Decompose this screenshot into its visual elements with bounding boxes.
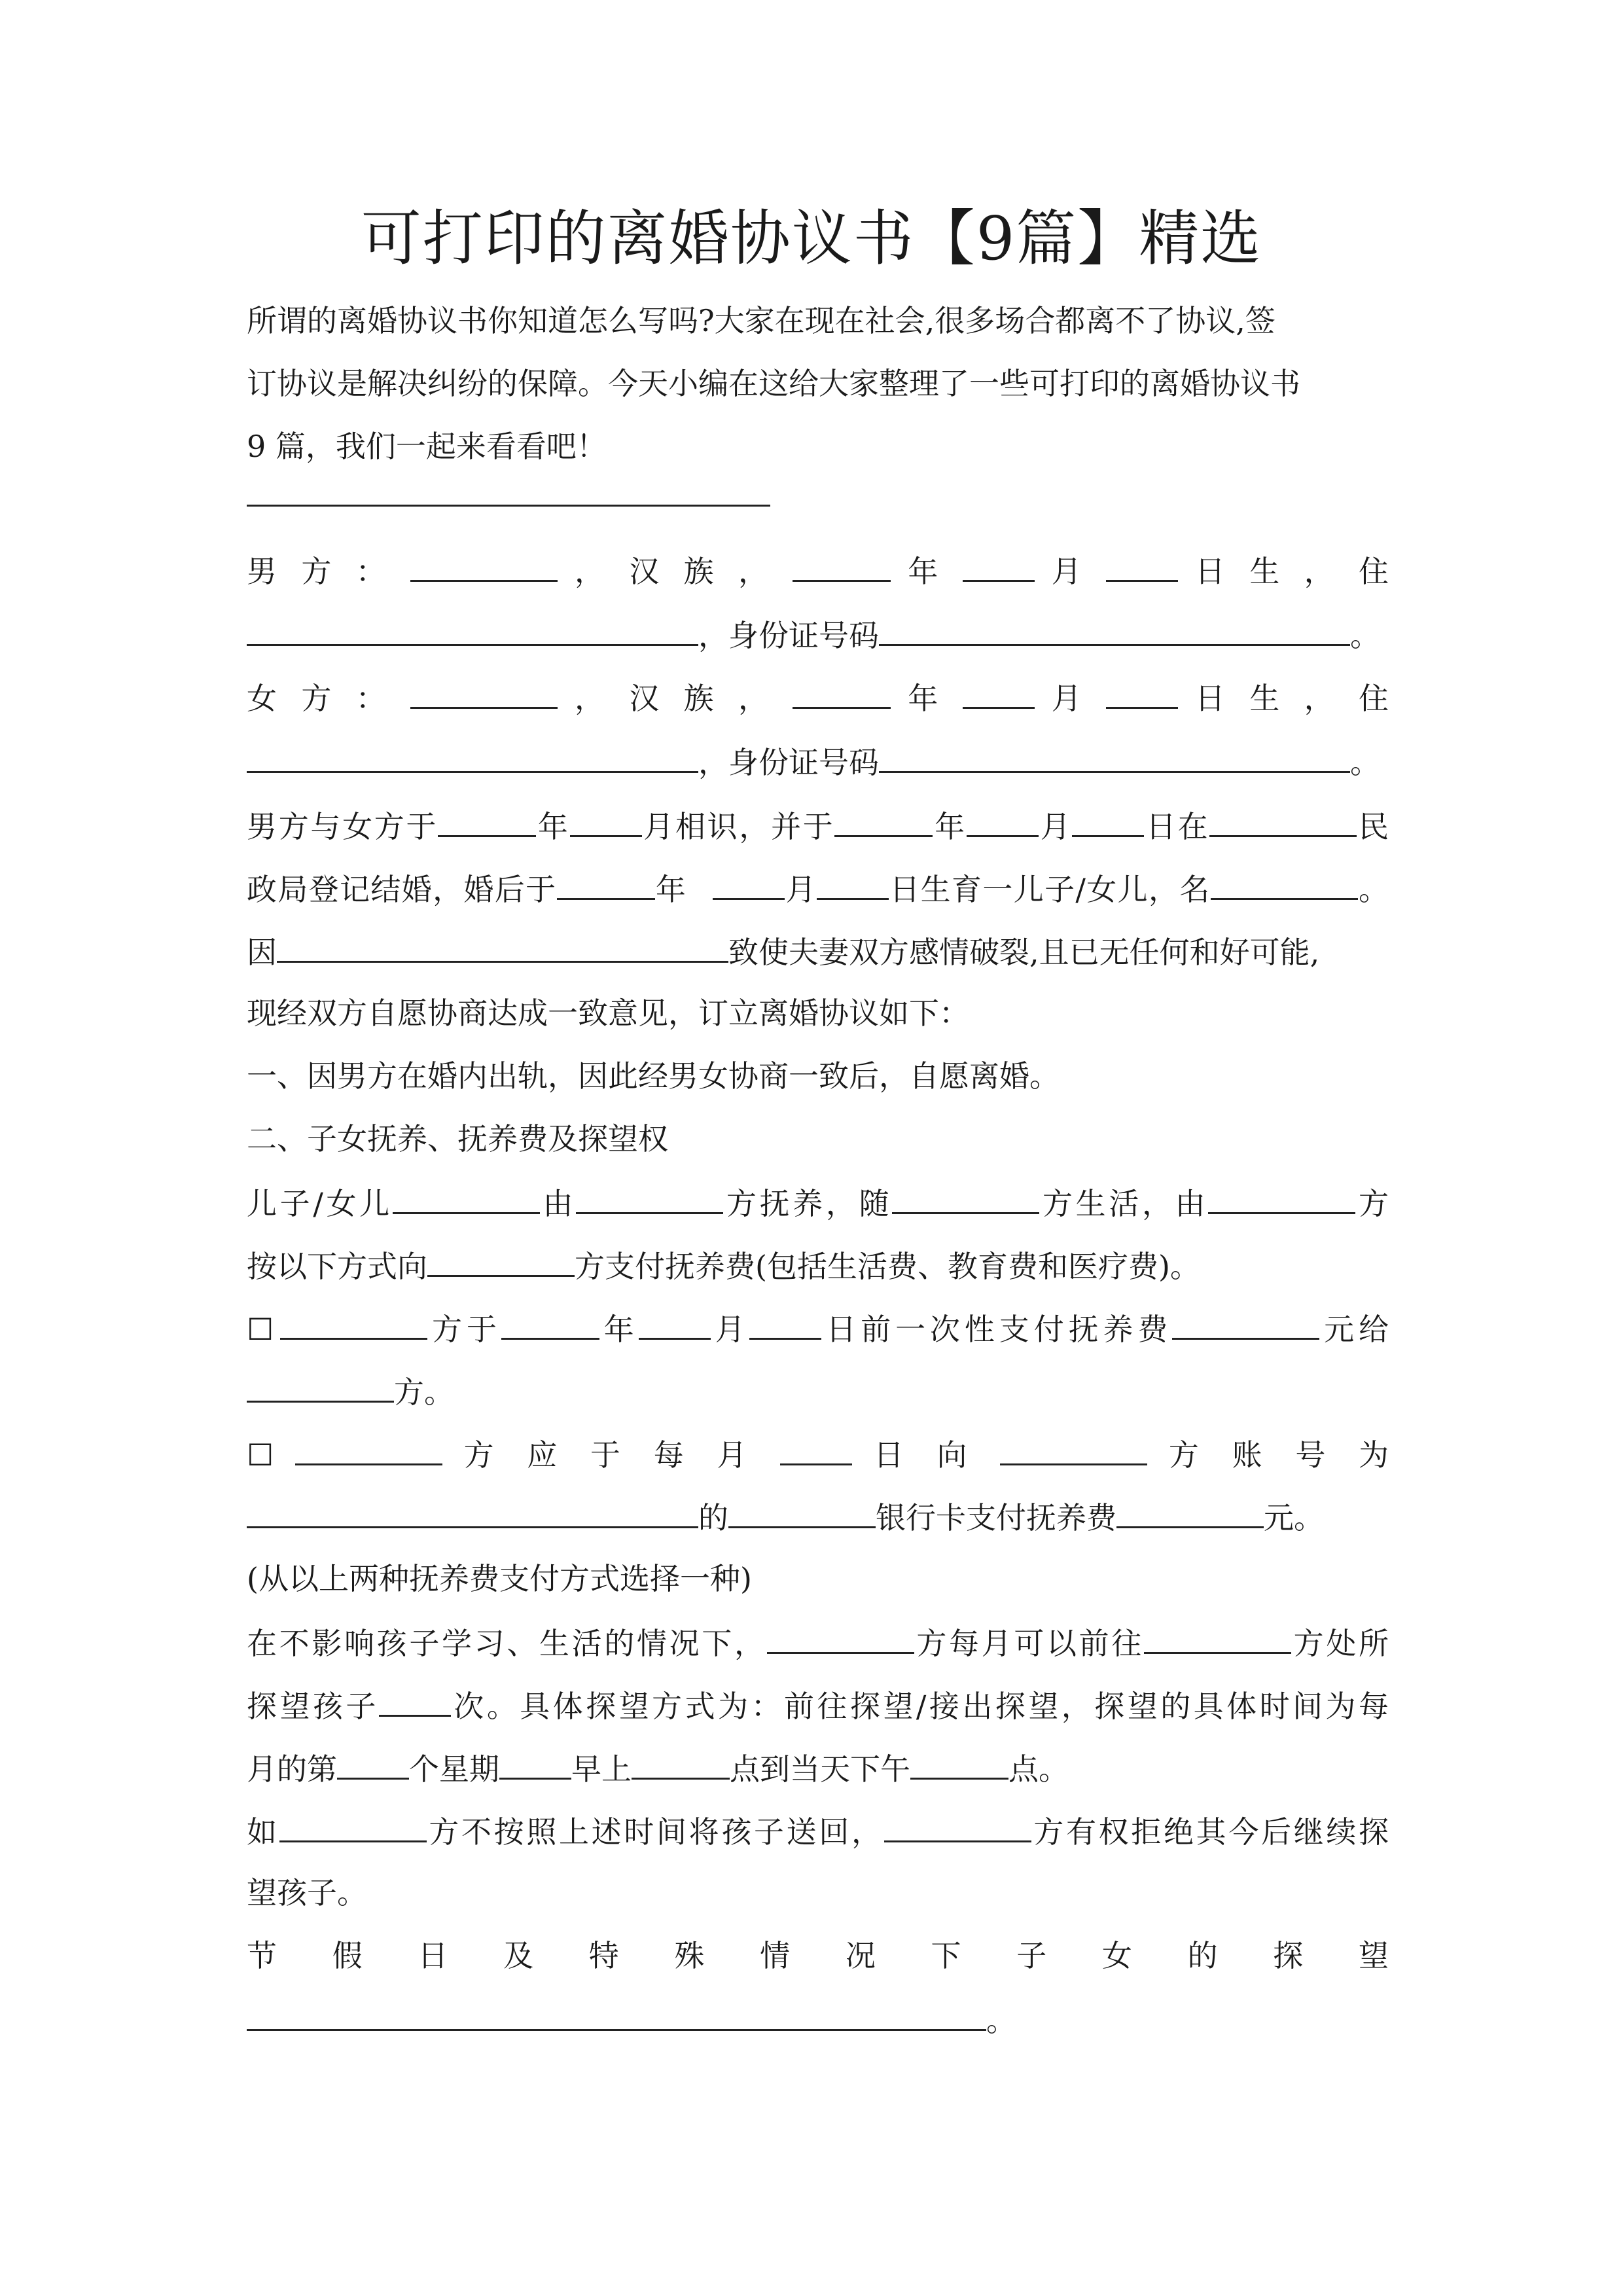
agreement-line: 现经双方自愿协商达成一致意见，订立离婚协议如下： [247, 996, 969, 1031]
visit-line-1 [247, 1622, 1389, 1663]
visit-text: 个星期 [409, 1751, 499, 1787]
day-born-live-label: 日 生 ， 住 [1195, 681, 1389, 716]
female-party-line [247, 677, 1389, 718]
male-birth-day-blank[interactable] [1106, 550, 1178, 582]
custody-text: 方生活，由 [1039, 1186, 1209, 1221]
return-line [247, 1810, 1389, 1852]
female-name-blank[interactable] [410, 677, 558, 709]
cause-text: 致使夫妻双方感情破裂,且已无任何和好可能, [728, 935, 1320, 970]
opt2-amount-blank[interactable] [1116, 1496, 1264, 1528]
ethnicity-text: ， 汉 族 ， [575, 554, 776, 589]
meet-year-blank[interactable] [438, 805, 536, 837]
meeting-line [247, 805, 1389, 846]
male-label: 男 方 ： [247, 554, 394, 589]
visit-start-blank[interactable] [632, 1748, 730, 1780]
opt1-text: 年 [599, 1312, 639, 1347]
intro-line-1: 所谓的离婚协议书你知道怎么写吗?大家在现在社会,很多场合都离不了协议,签 [247, 303, 1275, 338]
option-2-line-2 [247, 1496, 1389, 1537]
payment-text: 方支付抚养费(包括生活费、教育费和医疗费)。 [575, 1249, 1200, 1284]
payer-blank[interactable] [1208, 1182, 1355, 1214]
return-text: 方有权拒绝其今后继续探 [1031, 1814, 1389, 1850]
visit-text: 月的第 [247, 1751, 337, 1787]
custody-text: 儿子/女儿 [247, 1186, 393, 1221]
opt1-payer-blank[interactable] [280, 1308, 427, 1340]
opt1-day-blank[interactable] [749, 1308, 821, 1340]
opt1-amount-blank[interactable] [1172, 1308, 1319, 1340]
visit-text: 方每月可以前往 [914, 1626, 1145, 1661]
reg-text: 。 [1357, 872, 1389, 907]
meet-text: 月 [1038, 809, 1073, 844]
visit-week-blank[interactable] [337, 1748, 409, 1780]
custody-text: 方抚养，随 [723, 1186, 893, 1221]
marry-month-blank[interactable] [967, 805, 1039, 837]
visit-text: 点。 [1008, 1751, 1069, 1787]
meet-text: 年 [536, 809, 570, 844]
id-label: ，身份证号码 [698, 745, 879, 780]
child-blank[interactable] [393, 1182, 540, 1214]
male-birth-month-blank[interactable] [963, 550, 1035, 582]
opt2-text: 方 账 号 为 [1168, 1437, 1389, 1473]
cause-text: 因 [247, 935, 277, 970]
intro-line-3: 9 篇，我们一起来看看吧！ [247, 429, 607, 464]
period: 。 [986, 2003, 1016, 2038]
return-party-blank[interactable] [279, 1810, 427, 1842]
female-label: 女 方 ： [247, 681, 394, 716]
opt1-month-blank[interactable] [639, 1308, 711, 1340]
male-party-line [247, 550, 1389, 591]
visit-line-3 [247, 1748, 1389, 1789]
custody-text: 方 [1355, 1186, 1389, 1221]
custody-line [247, 1182, 1389, 1223]
choose-note: (从以上两种抚养费支付方式选择一种) [247, 1561, 752, 1596]
option-1-line [247, 1308, 1389, 1349]
female-birth-month-blank[interactable] [963, 677, 1035, 709]
day-born-live-label: 日 生 ， 住 [1195, 554, 1389, 589]
birth-year-blank[interactable] [557, 868, 655, 900]
opt1-text: 方于 [427, 1312, 501, 1347]
opt2-bank-blank[interactable] [728, 1496, 876, 1528]
checkbox-icon[interactable]: ☐ [247, 1437, 274, 1473]
reg-text: 政局登记结婚，婚后于 [247, 872, 557, 907]
opt2-text: 的 [698, 1500, 728, 1535]
female-address-line [247, 741, 1389, 782]
period: 。 [1350, 745, 1380, 780]
visit-text: 点到当天下午 [730, 1751, 910, 1787]
female-birth-year-blank[interactable] [793, 677, 891, 709]
payment-text: 按以下方式向 [247, 1249, 427, 1284]
live-with-blank[interactable] [892, 1182, 1039, 1214]
child-name-blank[interactable] [1211, 868, 1358, 900]
intro-line-2: 订协议是解决纠纷的保障。今天小编在这给大家整理了一些可打印的离婚协议书 [247, 366, 1300, 401]
female-id-blank[interactable] [879, 741, 1350, 773]
option-2-line [247, 1433, 1389, 1475]
male-id-blank[interactable] [879, 614, 1350, 646]
payee-blank[interactable] [427, 1245, 575, 1277]
marry-year-blank[interactable] [834, 805, 933, 837]
payment-line [247, 1245, 1389, 1286]
return-text: 如 [247, 1814, 279, 1850]
opt2-account-blank[interactable] [247, 1496, 698, 1528]
holiday-line-2 [247, 1999, 1389, 2040]
opt1-text: 方。 [394, 1374, 454, 1410]
meet-month-blank[interactable] [570, 805, 642, 837]
male-address-line [247, 614, 1389, 655]
return-text: 方不按照上述时间将孩子送回， [426, 1814, 884, 1850]
opt2-day-blank[interactable] [780, 1433, 852, 1465]
opt2-payee-blank[interactable] [1000, 1433, 1147, 1465]
cause-line [247, 931, 1389, 972]
opt1-payee-blank[interactable] [247, 1371, 394, 1403]
year-label: 年 [908, 681, 946, 716]
return-line-2: 望孩子。 [247, 1875, 367, 1910]
period: 。 [1350, 618, 1380, 653]
month-label: 月 [1051, 681, 1090, 716]
visit-text: 方处所 [1291, 1626, 1389, 1661]
meet-text: 日在 [1144, 809, 1210, 844]
marry-day-blank[interactable] [1072, 805, 1144, 837]
visit-weekday-blank[interactable] [499, 1748, 571, 1780]
visit-text: 在不影响孩子学习、生活的情况下， [247, 1626, 767, 1661]
clause-1: 一、因男方在婚内出轨，因此经男女协商一致后，自愿离婚。 [247, 1058, 1060, 1094]
female-address-blank[interactable] [247, 741, 698, 773]
opt2-text: 银行卡支付抚养费 [876, 1500, 1116, 1535]
reg-text: 月 [785, 872, 817, 907]
holiday-line: 节 假 日 及 特 殊 情 况 下 子 女 的 探 望 [247, 1938, 1389, 1973]
custody-text: 由 [539, 1186, 577, 1221]
cause-blank[interactable] [277, 931, 728, 963]
meet-text: 男方与女方于 [247, 809, 438, 844]
id-label: ，身份证号码 [698, 618, 879, 653]
male-name-blank[interactable] [410, 550, 558, 582]
visit-line-2 [247, 1685, 1389, 1726]
reg-text: 年 [654, 872, 687, 907]
visit-end-blank[interactable] [910, 1748, 1008, 1780]
checkbox-icon[interactable]: ☐ [247, 1312, 274, 1347]
visit-text: 早上 [571, 1751, 632, 1787]
civil-bureau-blank[interactable] [1209, 805, 1357, 837]
male-address-blank[interactable] [247, 614, 698, 646]
opt2-text: 方 应 于 每 月 [463, 1437, 759, 1473]
meet-text: 年 [933, 809, 967, 844]
month-label: 月 [1051, 554, 1090, 589]
opt1-year-blank[interactable] [501, 1308, 599, 1340]
ethnicity-text: ， 汉 族 ， [575, 681, 776, 716]
visit-text: 次。具体探望方式为：前往探望/接出探望，探望的具体时间为每 [450, 1689, 1389, 1724]
reg-text: 日生育一儿子/女儿，名 [888, 872, 1211, 907]
custodian-blank[interactable] [576, 1182, 723, 1214]
opt1-text: 月 [710, 1312, 750, 1347]
opt1-text: 日前一次性支付抚养费 [821, 1312, 1173, 1347]
meet-text: 民 [1357, 809, 1389, 844]
meet-text: 月相识，并于 [641, 809, 835, 844]
separator-line [247, 505, 770, 507]
birth-day-blank[interactable] [817, 868, 889, 900]
visit-text: 探望孩子 [247, 1689, 379, 1724]
year-label: 年 [908, 554, 946, 589]
male-birth-year-blank[interactable] [793, 550, 891, 582]
opt1-text: 元给 [1319, 1312, 1389, 1347]
opt2-payer-blank[interactable] [295, 1433, 442, 1465]
option-1-line-2 [247, 1371, 1389, 1412]
visit-place-blank[interactable] [1144, 1622, 1291, 1654]
clause-2-heading: 二、子女抚养、抚养费及探望权 [247, 1121, 668, 1157]
opt2-text: 日 向 [873, 1437, 979, 1473]
opt2-text: 元。 [1264, 1500, 1324, 1535]
visitor-blank[interactable] [767, 1622, 914, 1654]
holiday-blank[interactable] [247, 1999, 986, 2031]
birth-month-blank[interactable] [713, 868, 785, 900]
document-title: 可打印的离婚协议书【9篇】精选 [361, 204, 1262, 274]
visit-times-blank[interactable] [379, 1685, 451, 1717]
refuse-party-blank[interactable] [884, 1810, 1031, 1842]
registration-line [247, 868, 1389, 909]
female-birth-day-blank[interactable] [1106, 677, 1178, 709]
